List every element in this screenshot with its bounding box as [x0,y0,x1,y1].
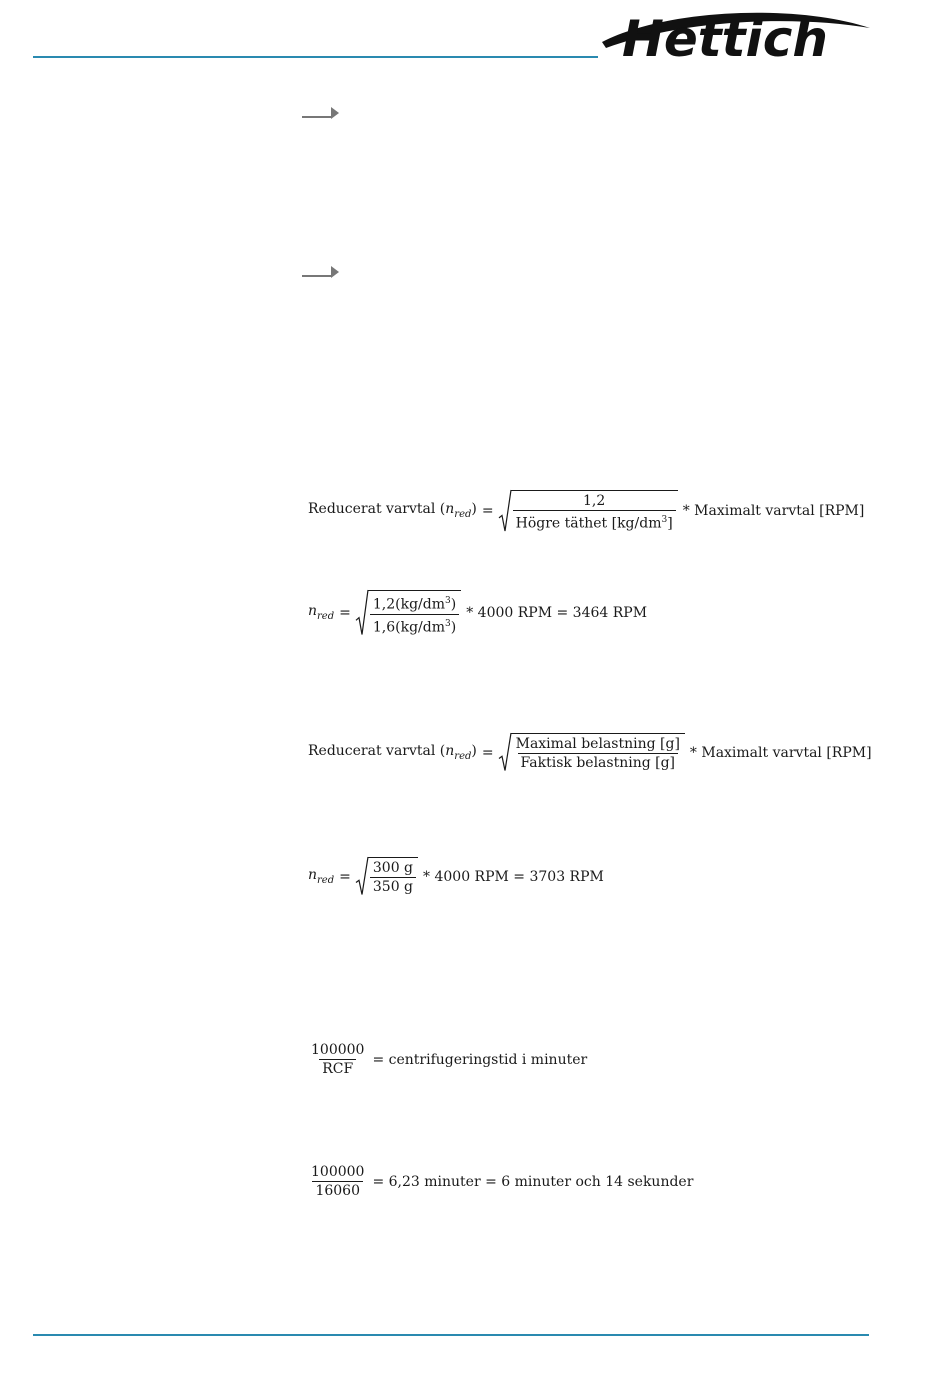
formula-lhs: $n_{red}$ [308,866,335,886]
denominator: 16060 [312,1181,363,1200]
formula-rhs: * Maximalt varvtal [RPM] [689,744,872,761]
numerator: 100000 [311,1164,365,1180]
fraction [308,1041,367,1078]
denominator: Högre täthet $[kg/dm^3]$ [513,510,676,533]
equals-sign: = [481,503,494,520]
equals-sign: = [339,605,351,622]
square-root [499,490,678,533]
header-rule [33,56,598,58]
denominator: RCF [319,1059,356,1078]
formula-lhs: Reducerat varvtal $(n_{red})$ [308,742,477,762]
formula-reduced-speed-density [308,490,864,533]
denominator: 350 g [370,877,416,896]
numerator: 100000 [311,1042,365,1058]
square-root [356,590,461,636]
formula-lhs: Reducerat varvtal $(n_{red})$ [308,501,477,521]
formula-rhs: = 6,23 minuter = 6 minuter och 14 sekunder [372,1173,694,1190]
numerator: Maximal belastning [g] [515,736,680,752]
formula-lhs: $n_{red}$ [308,603,335,623]
logo-text: Hettich [622,10,828,64]
arrow-right-icon [302,263,342,279]
numerator: $1,2(kg/dm^3)$ [372,596,457,613]
fraction [370,592,459,636]
numerator: 300 g [372,860,414,876]
square-root [356,857,418,896]
formula-reduced-speed-load [308,733,872,772]
radical-icon [356,857,368,896]
fraction [513,492,676,533]
footer-rule [33,1334,869,1336]
formula-rhs: * 4000 RPM = 3464 RPM [466,605,648,622]
equals-sign: = [481,744,494,761]
radical-icon [499,490,511,533]
denominator: $1,6(kg/dm^3)$ [370,614,459,637]
hettich-logo [598,2,873,64]
square-root [499,733,685,772]
arrow-right-icon [302,104,342,120]
numerator: 1,2 [583,493,606,509]
formula-example-load [308,857,604,896]
fraction [308,1163,367,1200]
formula-centrifugation-time [308,1041,587,1078]
formula-rhs: = centrifugeringstid i minuter [372,1051,588,1068]
fraction [370,859,416,896]
denominator: Faktisk belastning [g] [518,753,679,772]
formula-example-density [308,590,647,636]
radical-icon [356,590,368,636]
equals-sign: = [339,868,351,885]
fraction [513,735,683,772]
formula-rhs: * Maximalt varvtal [RPM] [682,503,865,520]
radical-icon [499,733,511,772]
formula-rhs: * 4000 RPM = 3703 RPM [423,868,604,885]
formula-example-time [308,1163,693,1200]
